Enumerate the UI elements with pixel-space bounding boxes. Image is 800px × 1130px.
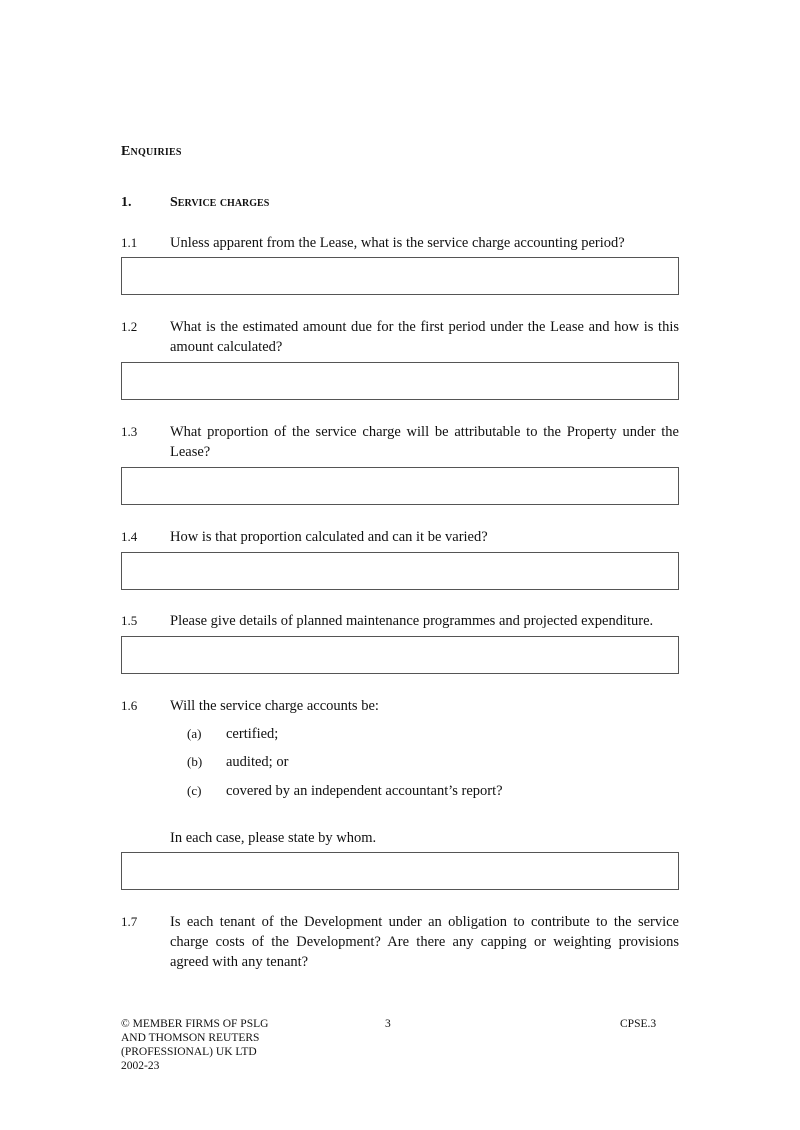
question-1-4: [121, 527, 679, 547]
question-number: 1.6: [121, 698, 138, 713]
question-text: Will the service charge accounts be:: [170, 698, 379, 714]
section-number: 1.: [121, 195, 132, 210]
page-number: 3: [385, 1018, 391, 1030]
question-1-2: [121, 317, 679, 357]
question-followup: In each case, please state by whom.: [170, 830, 377, 846]
question-text: Is each tenant of the Development under an obligation to contribute to the service charge costs of the Development? Are there any capping or weighting provisions agreed with any tenant?: [170, 914, 679, 970]
footer-copyright-line: 2002-23: [121, 1060, 160, 1072]
page-heading: Enquiries: [121, 144, 182, 159]
question-text: What proportion of the service charge will be attributable to the Property under the Lease?: [170, 424, 679, 460]
footer-copyright-line: (PROFESSIONAL) UK LTD: [121, 1046, 257, 1058]
question-number: 1.2: [121, 319, 138, 334]
question-number: 1.3: [121, 424, 138, 439]
section-title: Service charges: [170, 195, 270, 210]
question-text: Unless apparent from the Lease, what is the service charge accounting period?: [170, 235, 625, 251]
question-number: 1.1: [121, 235, 138, 250]
subitem-letter: (c): [187, 783, 202, 798]
answer-box-1-3[interactable]: [121, 467, 679, 505]
question-text: What is the estimated amount due for the first period under the Lease and how is this amount calculated?: [170, 319, 679, 355]
question-text: How is that proportion calculated and can it be varied?: [170, 529, 488, 545]
subitem-letter: (b): [187, 754, 203, 769]
footer-copyright-line: © MEMBER FIRMS OF PSLG: [121, 1018, 269, 1030]
subitem-text: covered by an independent accountant’s report?: [226, 783, 503, 799]
question-1-3: [121, 422, 679, 462]
answer-box-1-6[interactable]: [121, 852, 679, 890]
footer-copyright: [121, 1017, 321, 1073]
question-text: Please give details of planned maintenance programmes and projected expenditure.: [170, 613, 654, 629]
answer-box-1-4[interactable]: [121, 552, 679, 590]
question-1-7: [121, 912, 679, 972]
subitem-text: audited; or: [226, 754, 289, 770]
question-1-5: [121, 611, 679, 631]
question-number: 1.4: [121, 529, 138, 544]
answer-box-1-1[interactable]: [121, 257, 679, 295]
document-code: CPSE.3: [620, 1018, 657, 1030]
subitem-letter: (a): [187, 726, 202, 741]
question-1-6: [121, 696, 679, 716]
question-number: 1.5: [121, 613, 138, 628]
question-1-1: [121, 233, 679, 253]
answer-box-1-5[interactable]: [121, 636, 679, 674]
subitem-text: certified;: [226, 726, 279, 742]
answer-box-1-2[interactable]: [121, 362, 679, 400]
question-number: 1.7: [121, 914, 138, 929]
footer-copyright-line: AND THOMSON REUTERS: [121, 1032, 260, 1044]
